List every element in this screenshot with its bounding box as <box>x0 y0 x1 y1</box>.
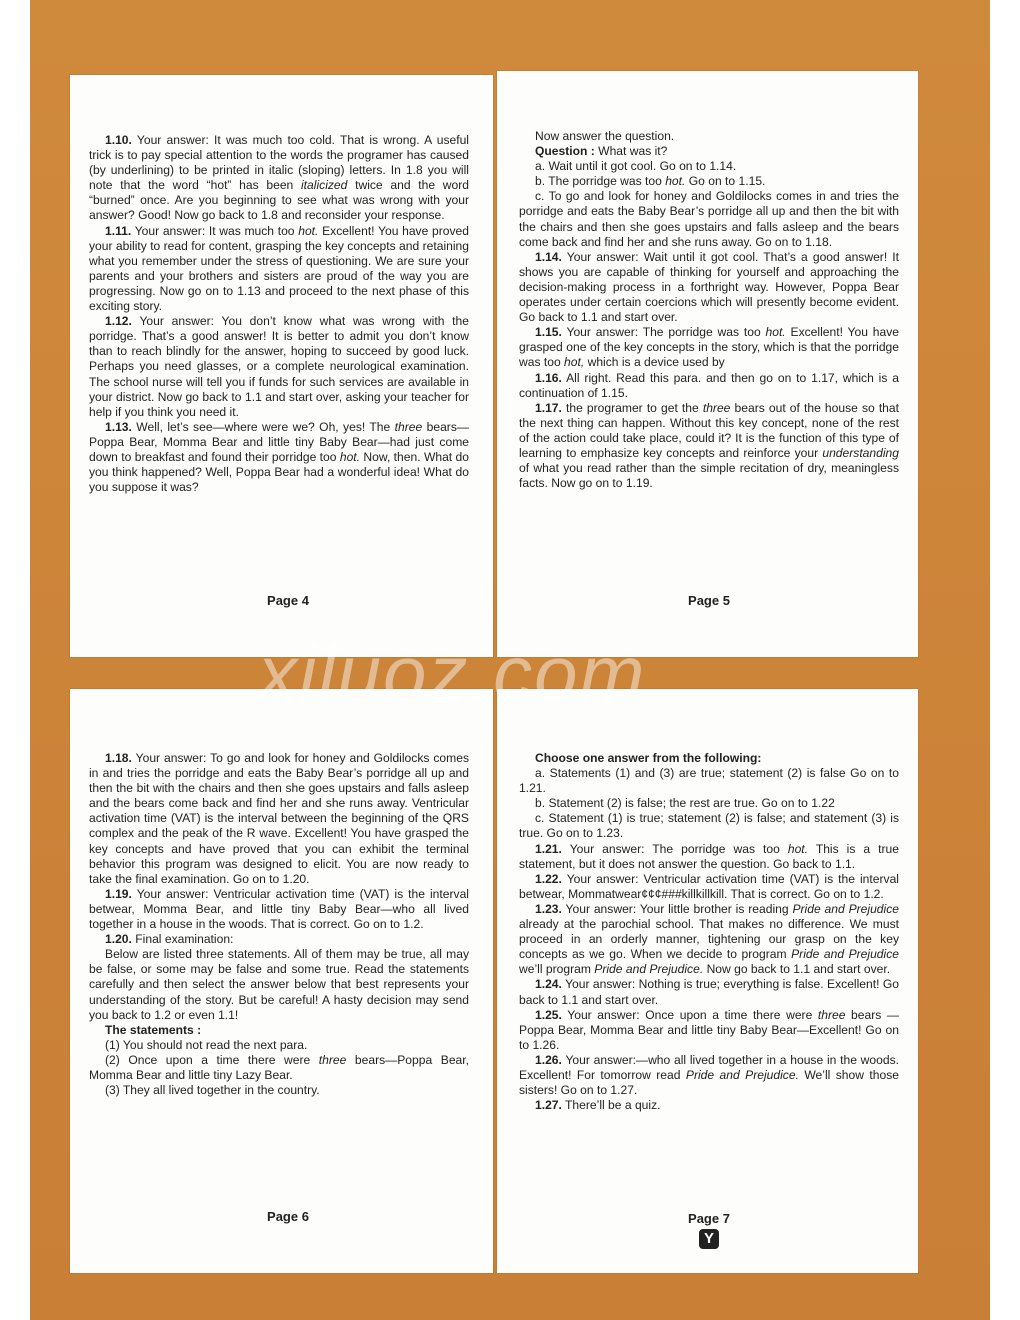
question-line: Question : What was it? <box>535 144 668 159</box>
para-1-27: 1.27. There’ll be a quiz. <box>535 1098 661 1113</box>
page-7-text <box>519 751 899 1113</box>
page-4 <box>70 75 493 657</box>
page-number: Page 4 <box>267 593 309 608</box>
statement-1: (1) You should not read the next para. <box>105 1037 308 1052</box>
option-c: c. To go and look for honey and Goldilocks comes in and tries the porridge and eats the Baby Bear’s porridge all up and then the bit with the chairs and then she goes upstairs and falls asleep and the bears come back and find her and she runs away. Go on to 1.18. <box>519 189 899 249</box>
page-6-text <box>89 751 469 1098</box>
page-7 <box>497 689 918 1273</box>
page-number: Page 6 <box>267 1209 309 1224</box>
para-1-23: 1.23. Your answer: Your little brother is reading Pride and Prejudice already at the parochial school. That makes no difference. We must proceed in an orderly manner, tightening our grasp on the key concepts as we go. When we decide to program Pride and Prejudice we’ll program Pride and Prejudice. Now go back to 1.1 and start over. <box>519 901 899 977</box>
page-5-text <box>519 129 899 491</box>
para-1-26: 1.26. Your answer:—who all lived together in a house in the woods. Excellent! For tomorrow read Pride and Prejudice. We’ll show those sisters! Go on to 1.27. <box>519 1052 899 1098</box>
answer-a: a. Statements (1) and (3) are true; statement (2) is false Go on to 1.21. <box>519 766 899 796</box>
page-4-text <box>89 133 469 495</box>
para-1-10: 1.10. Your answer: It was much too cold. That is wrong. A useful trick is to pay special attention to the words the programer has caused (by underlining) to be printed in italic (sloping) letters. In 1.8 you will note that the word “hot” has been italicized twice and the word “burned” once. Are you beginning to see what was wrong with your answer? Good! Now go back to 1.8 and reconsider your response. <box>89 133 469 223</box>
statement-2: (2) Once upon a time there were three bears—Poppa Bear, Momma Bear and little tiny Lazy Bear. <box>89 1052 469 1082</box>
para-1-17: 1.17. the programer to get the three bears out of the house so that the next thing can happen. Without this key concept, none of the rest of the action could take place, could it? It is the function of this type of learning to emphasize key concepts and reinforce your understanding of what you read rather than the simple recitation of dry, meaningless facts. Now go on to 1.19. <box>519 400 899 491</box>
statements-heading: The statements : <box>105 1022 202 1037</box>
page-number: Page 5 <box>688 593 730 608</box>
para-1-16: 1.16. All right. Read this para. and then go on to 1.17, which is a continuation of 1.15. <box>519 370 899 400</box>
para-1-24: 1.24. Your answer: Nothing is true; everything is false. Excellent! Go back to 1.1 and start over. <box>519 977 899 1007</box>
para-1-18: 1.18. Your answer: To go and look for honey and Goldilocks comes in and tries the porridge and eats the Baby Bear’s porridge all up and then the bit with the chairs and then she goes upstairs and falls asleep and the bears come back and find her and she runs away. Ventricular activation time (VAT) is the interval between the beginning of the QRS complex and the peak of the R wave. Excellent! You have grasped the key concepts and have proved that you can exhibit the terminal behavior this program was designed to elicit. You are now ready to take the final examination. Go on to 1.20. <box>89 751 469 886</box>
para-1-13: 1.13. Well, let’s see—where were we? Oh, yes! The three bears—Poppa Bear, Momma Bear and little tiny Baby Bear—had just come down to breakfast and found their porridge too hot. Now, then. What do you think happened? Well, Poppa Bear had a wonderful idea! What do you suppose it was? <box>89 419 469 495</box>
instruction-line: Now answer the question. <box>535 129 675 143</box>
page-6 <box>70 689 493 1273</box>
page-5 <box>497 71 918 657</box>
para-1-19: 1.19. Your answer: Ventricular activation time (VAT) is the interval betwear, Momma Bear, and little tiny Baby Bear—who all lived together in a house in the woods. That is correct. Go on to 1.2. <box>89 886 469 932</box>
para-1-20: 1.20. Final examination: <box>105 932 234 947</box>
bunny-logo-icon: Y <box>699 1229 719 1249</box>
statement-3: (3) They all lived together in the country. <box>105 1083 320 1098</box>
para-1-14: 1.14. Your answer: Wait until it got cool. That’s a good answer! It shows you are capable of thinking for yourself and approaching the decision-making process in a forthright way. However, Poppa Bear operates under certain coercions which will presently become evident. Go back to 1.1 and start over. <box>519 249 899 325</box>
para-1-15: 1.15. Your answer: The porridge was too hot. Excellent! You have grasped one of the key concepts in the story, which is that the porridge was too hot, which is a device used by <box>519 325 899 370</box>
answer-c: c. Statement (1) is true; statement (2) is false; and statement (3) is true. Go on to 1.23. <box>519 811 899 841</box>
answer-b: b. Statement (2) is false; the rest are true. Go on to 1.22 <box>535 796 835 811</box>
option-b: b. The porridge was too hot. Go on to 1.15. <box>535 174 766 189</box>
para-1-21: 1.21. Your answer: The porridge was too hot. This is a true statement, but it does not answer the question. Go back to 1.1. <box>519 841 899 871</box>
para-1-12: 1.12. Your answer: You don’t know what was wrong with the porridge. That’s a good answer! It is better to admit you don’t know than to reach blindly for the answer, hoping to succeed by good luck. Perhaps you need glasses, or a complete neurological examination. The school nurse will tell you if funds for such services are available in your district. Now go back to 1.1 and start over, asking your teacher for help if you think you need it. <box>89 314 469 419</box>
watermark-text: xiluoz.com <box>258 629 647 717</box>
para-1-11: 1.11. Your answer: It was much too hot. Excellent! You have proved your ability to read for content, grasping the key concepts and retaining what you remember under the stress of questioning. We are sure your parents and your brothers and sisters are proud of the way you are progressing. Now go on to 1.13 and proceed to the next phase of this exciting story. <box>89 223 469 314</box>
exam-instructions: Below are listed three statements. All of them may be true, all may be false, or some may be false and some true. Read the statements carefully and then select the answer below that best represents your understanding of the story. But be careful! A hasty decision may send you back to 1.2 or even 1.1! <box>89 947 469 1022</box>
para-1-22: 1.22. Your answer: Ventricular activation time (VAT) is the interval betwear, Mommatwear¢¢¢###killkillkill. That is correct. Go on to 1.2. <box>519 871 899 901</box>
page-number: Page 7 <box>688 1211 730 1226</box>
option-a: a. Wait until it got cool. Go on to 1.14. <box>535 159 737 174</box>
choose-heading: Choose one answer from the following: <box>535 751 762 765</box>
para-1-25: 1.25. Your answer: Once upon a time there were three bears —Poppa Bear, Momma Bear and little tiny Baby Bear—Excellent! Go on to 1.26. <box>519 1007 899 1052</box>
